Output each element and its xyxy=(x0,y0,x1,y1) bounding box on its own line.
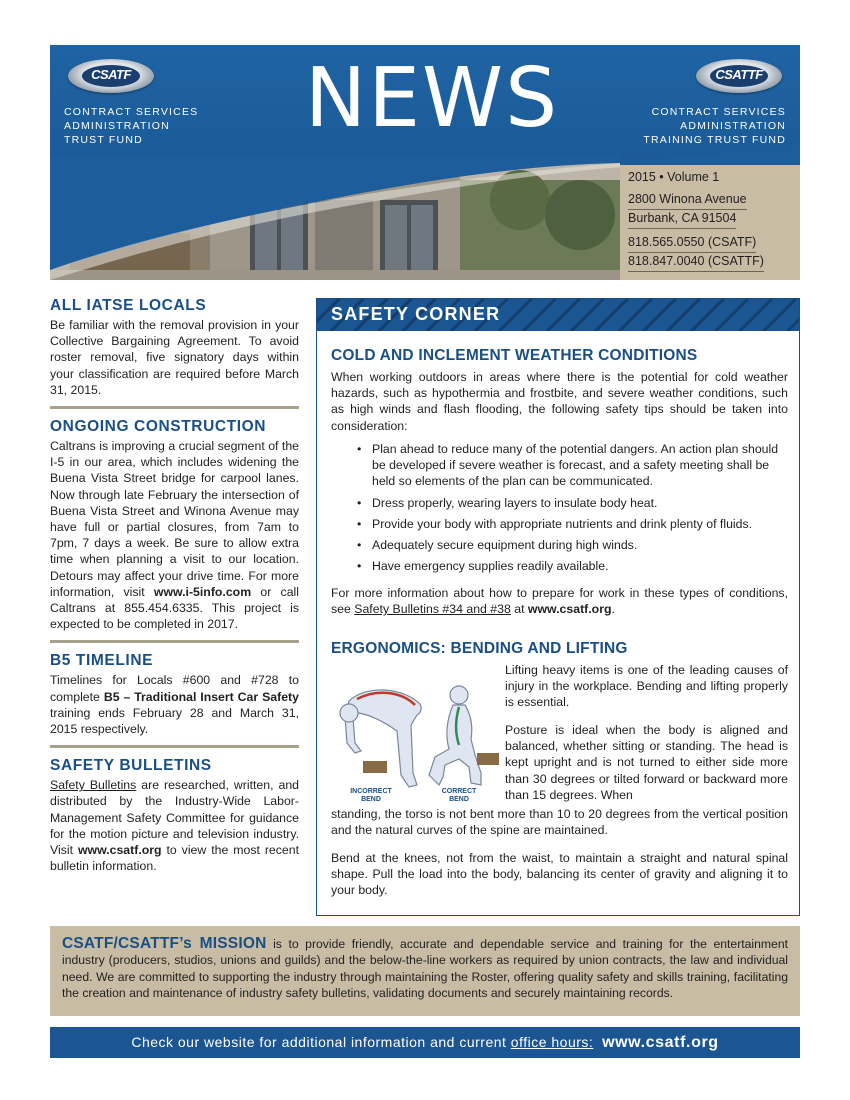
safety-corner-box xyxy=(316,298,800,916)
section-divider xyxy=(50,406,299,409)
construction-body: Caltrans is improving a crucial segment of the I-5 in our area, which includes widening the Buena Vista Street bridge for carpool lanes. Now through late February the intersection of Buena Vista Street and Winona Avenue may have full or partial closures, from 7am to 7pm, 7 days a week. Be sure to allow extra time when planning a visit to our location. Detours may affect your drive time. For more information, visit www.i-5info.com or call Caltrans at 855.454.6335. This project is expected to be completed in 2017. xyxy=(50,439,299,632)
iatse-heading: ALL IATSE LOCALS xyxy=(50,297,207,314)
office-hours-link[interactable]: office hours: xyxy=(510,1034,594,1050)
ergonomics-posture-part1: Posture is ideal when the body is aligned and balanced, whether sitting or standing. The head is kept upright and is not turned to either side more than 30 degrees or tilted forward or backward more than 15 degrees. When xyxy=(505,723,788,802)
org-left-line: TRUST FUND xyxy=(64,134,143,146)
csatf-logo xyxy=(68,59,154,93)
iatse-body: Be familiar with the removal provision in your Collective Bargaining Agreement. To avoid roster removal, five signatory days within your classification are required before March 31, 2015. xyxy=(50,318,299,397)
construction-heading: ONGOING CONSTRUCTION xyxy=(50,418,267,436)
phone-csatf: 818.565.0550 (CSATF) xyxy=(628,234,756,253)
bulletins-34-38-link[interactable]: Safety Bulletins #34 and #38 xyxy=(354,602,511,617)
footer-text: Check our website for additional information and current xyxy=(131,1034,511,1050)
weather-tips-list xyxy=(331,441,788,579)
phone-csattf: 818.847.0040 (CSATTF) xyxy=(628,253,764,272)
list-item: • Have emergency supplies readily available. xyxy=(331,558,788,574)
address-line-1: 2800 Winona Avenue xyxy=(628,191,747,210)
footer-website-link[interactable]: www.csatf.org xyxy=(602,1034,719,1051)
org-right-line: CONTRACT SERVICES xyxy=(651,106,786,118)
mission-heading: CSATF/CSATTF’s MISSION xyxy=(62,935,267,952)
safety-corner-title: SAFETY CORNER xyxy=(331,304,501,324)
left-column xyxy=(50,297,299,874)
section-divider xyxy=(50,640,299,643)
incorrect-bend-figure xyxy=(340,690,421,803)
list-item: • Provide your body with appropriate nutrients and drink plenty of fluids. xyxy=(331,516,788,532)
org-right-line: ADMINISTRATION xyxy=(680,120,786,132)
masthead-title: NEWS xyxy=(304,51,560,146)
ergonomics-bend-tip: Bend at the knees, not from the waist, to maintain a straight and natural spinal shape. Pull the load into the body, balancing its center of gravity and aligning it to your body. xyxy=(331,851,788,898)
weather-outro: For more information about how to prepare for work in these types of conditions, see Safety Bulletins #34 and #38 at www.csatf.org. xyxy=(331,586,788,617)
list-item: • Plan ahead to reduce many of the potential dangers. An action plan should be developed if severe weather is forecast, and a safety meeting shall be held so elements of the plan can be communicated. xyxy=(331,441,788,490)
weather-heading: COLD AND INCLEMENT WEATHER CONDITIONS xyxy=(331,347,698,364)
newsletter-header xyxy=(50,45,800,280)
correct-bend-figure xyxy=(429,686,499,803)
csatf-url-link[interactable]: www.csatf.org xyxy=(527,602,612,617)
ergonomics-posture-part2: standing, the torso is not bent more than 10 to 20 degrees from the vertical position and the natural curves of the spine are maintained. xyxy=(331,807,788,838)
issue-number: 2015 • Volume 1 xyxy=(628,170,720,184)
org-left-line: ADMINISTRATION xyxy=(64,120,170,132)
i5info-link[interactable]: www.i-5info.com xyxy=(153,584,252,599)
csattf-logo xyxy=(696,59,782,93)
ergonomics-heading: ERGONOMICS: BENDING AND LIFTING xyxy=(331,640,628,657)
org-name-left xyxy=(64,105,244,147)
b5-course-name: B5 – Traditional Insert Car Safety xyxy=(103,689,299,704)
incorrect-bend-label-1: INCORRECT xyxy=(350,788,392,795)
csatf-url-link[interactable]: www.csatf.org xyxy=(77,843,162,858)
weather-intro: When working outdoors in areas where there is the potential for cold weather hazards, such as hypothermia and frostbite, and severe weather conditions, such as high winds and flash flooding, the following safety tips should be taken into consideration: xyxy=(331,370,788,433)
org-right-line: TRAINING TRUST FUND xyxy=(643,134,786,146)
org-name-right xyxy=(620,105,786,147)
mission-text xyxy=(62,936,788,1002)
org-left-line: CONTRACT SERVICES xyxy=(64,106,199,118)
correct-bend-label-1: CORRECT xyxy=(441,788,477,795)
bulletins-heading: SAFETY BULLETINS xyxy=(50,757,212,775)
issue-info xyxy=(628,169,798,272)
mission-statement xyxy=(50,926,800,1016)
bending-posture-illustration xyxy=(331,673,501,803)
section-divider xyxy=(50,745,299,748)
csatf-logo-text: CSATF xyxy=(91,67,131,82)
list-item: • Adequately secure equipment during high winds. xyxy=(331,537,788,553)
ergonomics-intro: Lifting heavy items is one of the leading causes of injury in the workplace. Bending and lifting properly is essential. xyxy=(505,663,788,710)
safety-corner-banner xyxy=(317,299,799,331)
safety-bulletins-link[interactable]: Safety Bulletins xyxy=(50,778,137,793)
correct-bend-label-2: BEND xyxy=(449,796,469,803)
bulletins-body: Safety Bulletins are researched, written, and distributed by the Industry-Wide Labor-Management Safety Committee for guidance for the motion picture and television industry. Visit www.csatf.org to view the most recent bulletin information. xyxy=(50,778,300,874)
list-item: • Dress properly, wearing layers to insulate body heat. xyxy=(331,495,788,511)
address-line-2: Burbank, CA 91504 xyxy=(628,210,736,229)
footer-bar xyxy=(50,1027,800,1058)
b5-heading: B5 TIMELINE xyxy=(50,652,154,670)
csattf-logo-text: CSATTF xyxy=(715,67,763,82)
incorrect-bend-label-2: BEND xyxy=(361,796,381,803)
b5-body: Timelines for Locals #600 and #728 to complete B5 – Traditional Insert Car Safety training ends February 28 and March 31, 2015 respectively. xyxy=(50,673,299,737)
mission-body: is to provide friendly, accurate and dependable service and training for the entertainment industry (producers, studios, unions and guilds) and the below-the-line workers as required by union contracts, the law and individual need. We are committed to supporting the industry through maintaining the Roster, offering quality safety and skills training, facilitating the creation and maintenance of industry safety bulletins, validating documents and securely maintaining records. xyxy=(62,937,788,1001)
